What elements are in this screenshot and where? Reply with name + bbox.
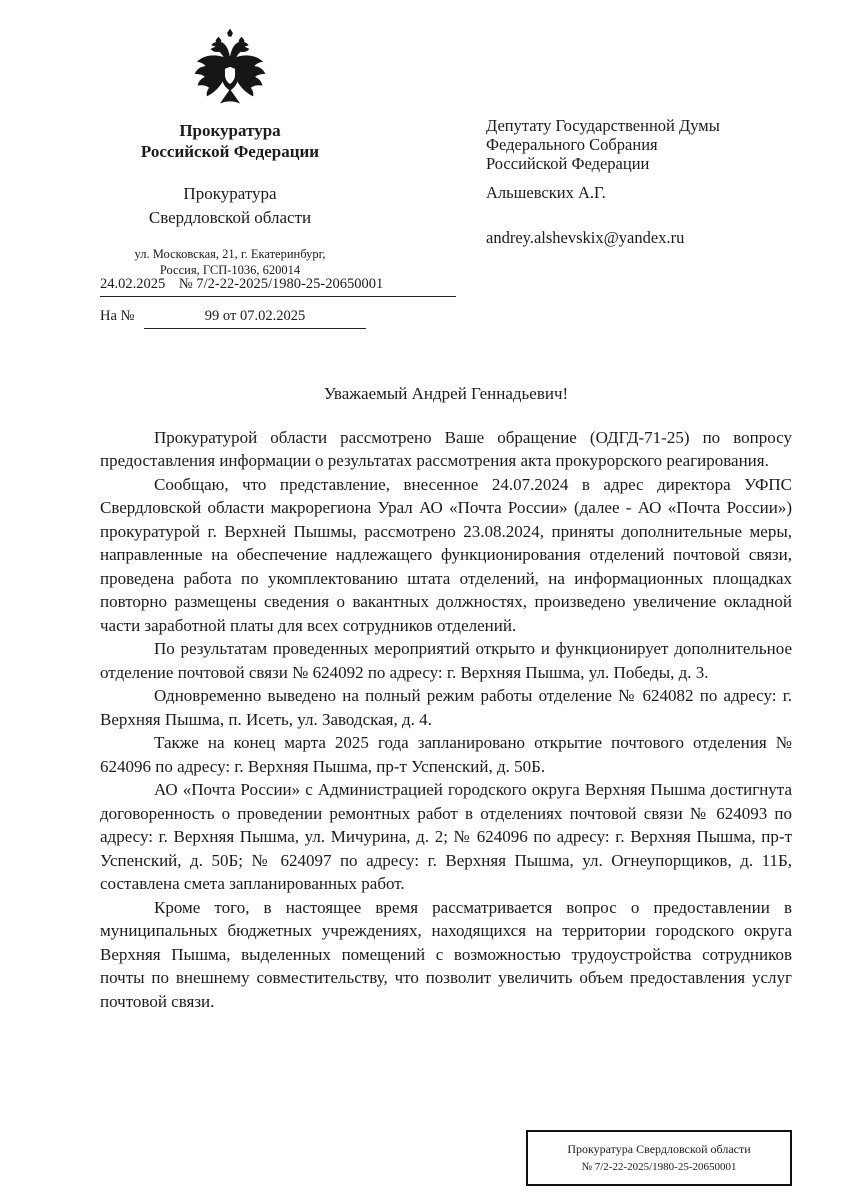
reference-label: На № xyxy=(100,308,135,324)
stamp-number: № 7/2-22-2025/1980-25-20650001 xyxy=(581,1161,737,1173)
org-name-line3: Прокуратура xyxy=(183,184,277,203)
recipient-line2: Федерального Собрания xyxy=(486,135,658,154)
recipient-line1: Депутату Государственной Думы xyxy=(486,116,720,135)
org-name-line1: Прокуратура xyxy=(179,121,281,140)
org-name-region xyxy=(96,182,364,230)
letter-date: 24.02.2025 xyxy=(100,276,166,292)
letter-number: 7/2-22-2025/1980-25-20650001 xyxy=(196,276,384,292)
org-address-line1: ул. Московская, 21, г. Екатеринбург, xyxy=(134,247,326,261)
paragraph-2: Сообщаю, что представление, внесенное 24.07.2024 в адрес директора УФПС Свердловской области макрорегиона Урал АО «Почта России» (далее - АО «Почта России») прокуратурой г. Верхней Пышмы, рассмотрено 23.08.2024, приняты дополнительные меры, направленные на обеспечение надлежащего функционирования отделений почтовой связи, проведена работа по укомплектованию штата отделений, на информационных площадках повторно размещены сведения о вакантных должностях, произведено увеличение окладной части заработной платы для всех сотрудников отделений. xyxy=(100,474,792,635)
paragraph-1: Прокуратурой области рассмотрено Ваше обращение (ОДГД-71-25) по вопросу предоставления информации о результатах рассмотрения акта прокурорского реагирования. xyxy=(100,427,792,470)
recipient-name: Альшевских А.Г. xyxy=(486,183,606,202)
paragraph-3: По результатам проведенных мероприятий открыто и функционирует дополнительное отделение почтовой связи № 624092 по адресу: г. Верхняя Пышма, ул. Победы, д. 3. xyxy=(100,639,792,682)
recipient-email: andrey.alshevskix@yandex.ru xyxy=(486,228,685,247)
org-address-line2: Россия, ГСП-1036, 620014 xyxy=(159,263,301,277)
paragraph-7: Кроме того, в настоящее время рассматривается вопрос о предоставлении в муниципальных бюджетных учреждениях, находящихся на территории городского округа Верхняя Пышма, выделенных помещений с возможностью трудоустройства сотрудников почты по внешнему совместительству, что позволит увеличить объем предоставления услуг почтовой связи. xyxy=(100,897,792,1011)
paragraph-5: Также на конец марта 2025 года запланировано открытие почтового отделения № 624096 по адресу: г. Верхняя Пышма, пр-т Успенский, д. 50Б. xyxy=(100,733,792,776)
reference-value: 99 от 07.02.2025 xyxy=(144,306,366,329)
number-sign: № xyxy=(178,276,193,292)
org-name-federation xyxy=(96,120,364,162)
paragraph-4: Одновременно выведено на полный режим работы отделение № 624082 по адресу: г. Верхняя Пышма, п. Исеть, ул. Заводская, д. 4. xyxy=(100,686,792,729)
outgoing-date-number-line xyxy=(100,274,456,297)
registration-stamp xyxy=(526,1130,792,1186)
coat-of-arms-icon xyxy=(194,28,266,110)
org-name-line2: Российской Федерации xyxy=(140,142,320,161)
org-name-line4: Свердловской области xyxy=(148,208,312,227)
recipient-block xyxy=(486,116,796,247)
letter-body xyxy=(100,382,792,1013)
letterhead-left xyxy=(96,28,364,278)
reference-line xyxy=(100,306,366,329)
salutation: Уважаемый Андрей Геннадьевич! xyxy=(323,384,569,403)
recipient-line3: Российской Федерации xyxy=(486,154,650,173)
paragraph-6: АО «Почта России» с Администрацией городского округа Верхняя Пышма достигнута договоренность о проведении ремонтных работ в отделениях почтовой связи № 624093 по адресу: г. Верхняя Пышма, ул. Мичурина, д. 2; № 624096 по адресу: г. Верхняя Пышма, пр-т Успенский, д. 50Б; № 624097 по адресу: г. Верхняя Пышма, ул. Огнеупорщиков, д. 11Б, составлена смета запланированных работ. xyxy=(100,780,792,893)
stamp-org-name: Прокуратура Свердловской области xyxy=(567,1142,751,1156)
